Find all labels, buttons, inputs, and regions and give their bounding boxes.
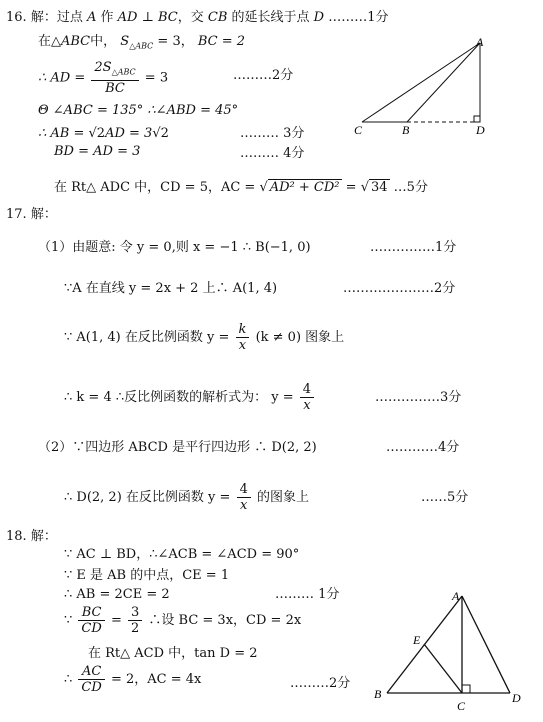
label-d: D <box>476 123 485 136</box>
label-c: C <box>354 123 363 136</box>
q16-line4: Θ ∠ABC = 135° ∴∠ABD = 45° <box>38 103 239 118</box>
q17-p2-dots: …………………2分 <box>343 281 456 296</box>
q18-l3: ∴ AB = 2CE = 2 <box>64 587 170 602</box>
q18-figure <box>370 588 530 718</box>
q17-p4: ∴ k = 4 ∴反比例函数的解析式为： y = $\frac{4}{x}$ <box>64 382 316 413</box>
right-angle-mark <box>462 685 470 693</box>
q16-line2: 在△ABC中， $S_{\triangle ABC} = 3$， BC = 2 <box>38 34 246 51</box>
fraction: $\frac{2S_{\triangle ABC}}{BC}$ <box>91 60 138 96</box>
q16-line6-dots: ……… 4分 <box>240 146 305 161</box>
q18-l6: ∴ $\frac{AC}{CD}$ = 2，AC = 4x <box>64 664 202 695</box>
q17-p5: （2）∵四边形 ABCD 是平行四边形 ∴ D(2, 2) <box>38 440 317 455</box>
q16-number: 16. <box>6 10 27 25</box>
label-d: D <box>512 691 521 705</box>
q17-p4-dots: ……………3分 <box>375 390 462 405</box>
line-ec <box>424 644 462 693</box>
q18-l5: 在 Rt△ ACD 中，tan D = 2 <box>88 646 258 661</box>
q18-l2: ∵ E 是 AB 的中点，CE = 1 <box>64 568 230 583</box>
label-a: A <box>476 36 484 49</box>
q16-line7: 在 Rt△ ADC 中，CD = 5，AC = √ AD² + CD² = √ 34 …5分 <box>54 180 428 195</box>
q17-p5-dots: …………4分 <box>386 440 460 455</box>
line-ab <box>407 43 480 122</box>
label-a: A <box>452 589 460 603</box>
q16-line3-dots: ………2分 <box>233 68 294 83</box>
q17-p1: （1）由题意: 令 y = 0,则 x = −1 ∴ B(−1, 0) <box>38 240 311 255</box>
q17-header: 17. 解： <box>6 207 57 222</box>
right-angle-mark <box>474 116 480 122</box>
line-ac <box>362 43 480 122</box>
label-e: E <box>413 633 421 647</box>
q16-line5-dots: ……… 3分 <box>240 126 305 141</box>
q17-p6: ∴ D(2, 2) 在反比例函数 y = $\frac{4}{x}$ 的图象上 <box>64 482 309 513</box>
q18-l4: ∵ $\frac{BC}{CD}$ = $\frac{3}{2}$ ∴设 BC = 3x，CD = 2x <box>64 605 302 636</box>
label-c: C <box>457 699 466 713</box>
q17-p2: ∵A 在直线 y = 2x + 2 上∴ A(1, 4) <box>64 281 278 296</box>
q18-l1: ∵ AC ⊥ BD，∴∠ACB = ∠ACD = 90° <box>64 547 300 562</box>
label-b: B <box>402 123 410 136</box>
q18-l3-dots: ……… 1分 <box>275 587 340 602</box>
label-b: B <box>374 687 382 701</box>
q17-p6-dots: ……5分 <box>421 490 469 505</box>
q17-p1-dots: ……………1分 <box>370 240 457 255</box>
q18-header: 18. 解： <box>6 529 57 544</box>
line-ad <box>462 596 510 693</box>
q16-line3: ∴ AD = $\frac{2S_{\triangle ABC}}{BC}$ = 3 <box>38 60 169 96</box>
q16-figure <box>350 36 490 136</box>
q18-l6-dots: ………2分 <box>290 676 351 691</box>
q16-line5: ∴ AB = √2AD = 3√2 <box>38 126 169 141</box>
q16-line1: 16. 解：过点 A 作 AD ⊥ BC，交 CB 的延长线于点 D ………1分 <box>6 10 389 25</box>
q16-line6: BD = AD = 3 <box>54 144 141 159</box>
q17-p3: ∵ A(1, 4) 在反比例函数 y = $\frac{k}{x}$ (k ≠ 0) 图象上 <box>64 322 345 353</box>
